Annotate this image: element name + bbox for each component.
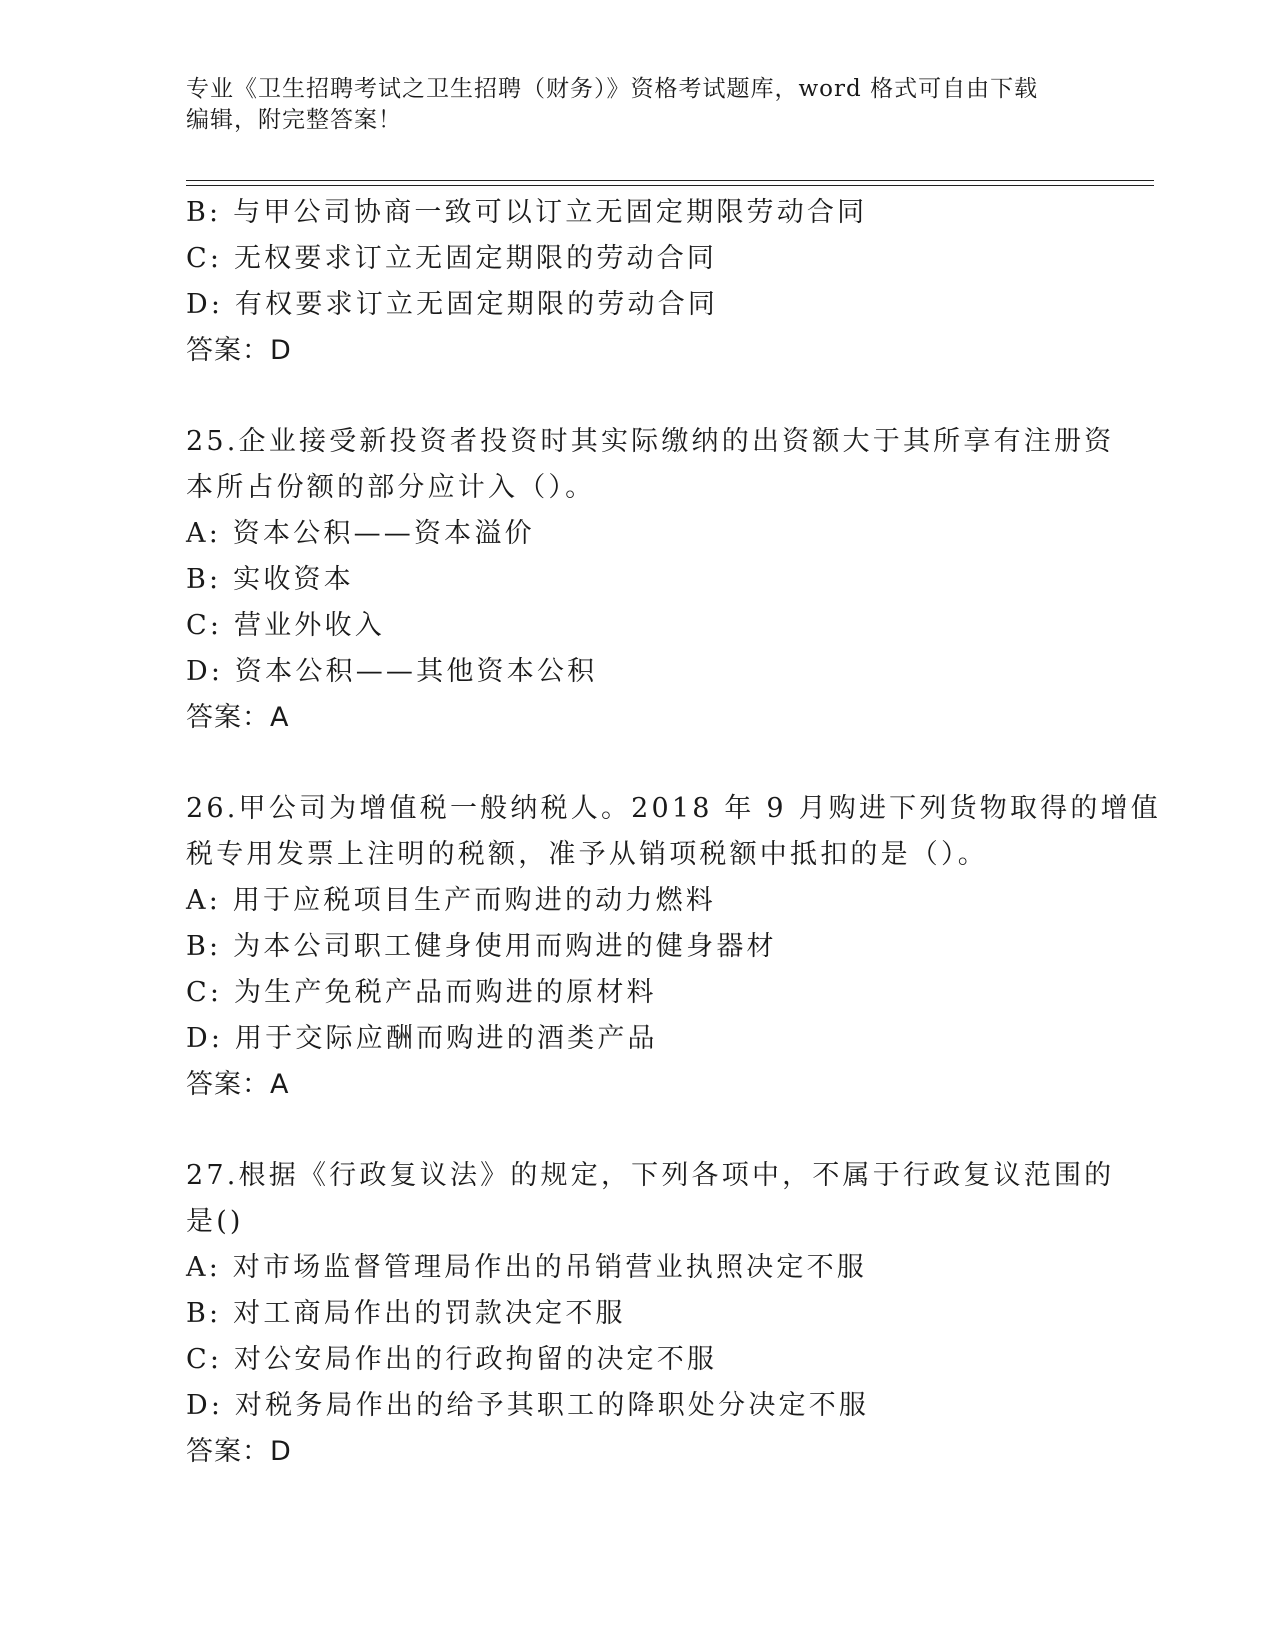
option-d: D: 资本公积——其他资本公积 <box>186 656 598 687</box>
header-line-2: 编辑，附完整答案！ <box>186 107 402 133</box>
answer-line: 答案：D <box>186 335 292 366</box>
block-spacer <box>186 374 1106 419</box>
header-line-1: 专业《卫生招聘考试之卫生招聘（财务）》资格考试题库，word 格式可自由下载 <box>186 76 1039 102</box>
option-a: A: 用于应税项目生产而购进的动力燃料 <box>186 885 716 916</box>
question-stem: 是() <box>186 1206 244 1237</box>
question-stem: 本所占份额的部分应计入（）。 <box>186 472 596 503</box>
option-c: C: 营业外收入 <box>186 610 385 641</box>
question-block <box>186 1153 1115 1475</box>
question-block <box>186 190 1106 374</box>
document-header <box>186 74 1086 136</box>
answer-line: 答案：A <box>186 702 290 733</box>
option-c: C: 为生产免税产品而购进的原材料 <box>186 977 657 1008</box>
option-b: B: 为本公司职工健身使用而购进的健身器材 <box>186 931 777 962</box>
question-stem: 税专用发票上注明的税额，准予从销项税额中抵扣的是（）。 <box>186 839 988 870</box>
option-b: B: 实收资本 <box>186 564 354 595</box>
question-stem: 26.甲公司为增值税一般纳税人。2018 年 9 月购进下列货物取得的增值 <box>186 793 1161 824</box>
header-divider <box>186 180 1154 186</box>
question-list <box>186 190 1161 1475</box>
option-b: B: 对工商局作出的罚款决定不服 <box>186 1298 626 1329</box>
option-b: B: 与甲公司协商一致可以订立无固定期限劳动合同 <box>186 197 868 228</box>
answer-line: 答案：D <box>186 1436 292 1467</box>
question-block <box>186 786 1161 1108</box>
option-a: A: 资本公积——资本溢价 <box>186 518 535 549</box>
option-c: C: 对公安局作出的行政拘留的决定不服 <box>186 1344 718 1375</box>
block-spacer <box>186 1108 1106 1153</box>
option-d: D: 对税务局作出的给予其职工的降职处分决定不服 <box>186 1390 870 1421</box>
option-c: C: 无权要求订立无固定期限的劳动合同 <box>186 243 718 274</box>
question-stem: 27.根据《行政复议法》的规定，下列各项中，不属于行政复议范围的 <box>186 1160 1115 1191</box>
option-d: D: 用于交际应酬而购进的酒类产品 <box>186 1023 658 1054</box>
question-block <box>186 419 1115 741</box>
option-a: A: 对市场监督管理局作出的吊销营业执照决定不服 <box>186 1252 867 1283</box>
block-spacer <box>186 741 1106 786</box>
answer-line: 答案：A <box>186 1069 290 1100</box>
option-d: D: 有权要求订立无固定期限的劳动合同 <box>186 289 719 320</box>
question-stem: 25.企业接受新投资者投资时其实际缴纳的出资额大于其所享有注册资 <box>186 426 1115 457</box>
